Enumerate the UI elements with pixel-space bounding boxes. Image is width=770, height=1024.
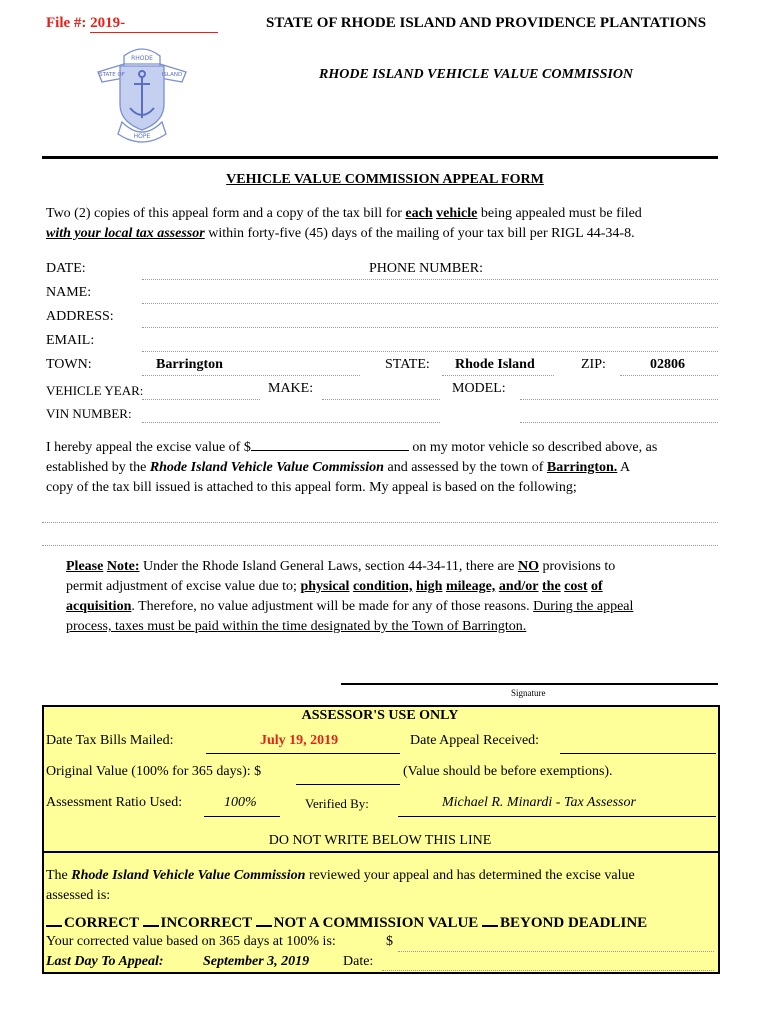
date-label: DATE: — [46, 261, 86, 276]
signature-label: Signature — [511, 688, 546, 698]
ratio-value: 100% — [224, 795, 257, 810]
corrected-dollar: $ — [386, 934, 393, 949]
seal-graphic — [92, 42, 192, 150]
town-label: TOWN: — [46, 357, 92, 372]
not-commission-value-label: NOT A COMMISSION VALUE — [273, 915, 479, 931]
vin-field-extra — [520, 402, 718, 423]
note-paragraph: Please Note: Under the Rhode Island General Laws, section 44-34-11, there are NO provisions to permit adjustment of excise value due to; physical condition, high mileage, and/or the cost of acquisition. Therefore, no value adjustment will be made for any of those reasons. During the appeal process, taxes must be paid within the time designated by the Town of Barrington. — [66, 559, 634, 634]
beyond-deadline-checkbox[interactable] — [482, 913, 498, 927]
seal-text-top: RHODE — [131, 55, 153, 62]
file-number — [46, 15, 218, 33]
last-day-value: September 3, 2019 — [203, 954, 310, 969]
state-value: Rhode Island — [455, 357, 535, 372]
original-value-note: (Value should be before exemptions). — [403, 764, 613, 779]
name-field[interactable] — [142, 283, 718, 304]
intro-vehicle: vehicle — [436, 206, 478, 221]
correct-checkbox[interactable] — [46, 913, 62, 927]
vehicle-year-label: VEHICLE YEAR: — [46, 383, 144, 398]
incorrect-checkbox[interactable] — [143, 913, 159, 927]
commission-paragraph: The Rhode Island Vehicle Value Commission reviewed your appeal and has determined the excise value assessed is: — [46, 868, 635, 903]
zip-label: ZIP: — [581, 357, 606, 372]
date-mailed-value: July 19, 2019 — [260, 733, 339, 748]
vehicle-year-field[interactable] — [142, 379, 260, 400]
original-value-label: Original Value (100% for 365 days): $ — [46, 764, 262, 779]
commission-date-label: Date: — [343, 954, 374, 969]
determination-options — [46, 913, 647, 932]
ratio-label: Assessment Ratio Used: — [46, 795, 183, 810]
model-label: MODEL: — [452, 381, 506, 396]
seal-text-right: ISLAND — [161, 72, 183, 78]
intro-assessor: with your local tax assessor — [46, 226, 205, 241]
email-label: EMAIL: — [46, 333, 95, 348]
state-seal — [92, 42, 192, 150]
intro-each: each — [405, 206, 433, 221]
file-value[interactable]: 2019- — [90, 15, 218, 33]
reason-line-2[interactable] — [42, 545, 718, 546]
beyond-deadline-label: BEYOND DEADLINE — [500, 915, 648, 931]
state-title: STATE OF RHODE ISLAND AND PROVIDENCE PLANTATIONS — [266, 15, 707, 31]
ratio-field[interactable] — [204, 816, 280, 817]
form-title: VEHICLE VALUE COMMISSION APPEAL FORM — [226, 172, 544, 187]
verified-label: Verified By: — [305, 796, 369, 811]
make-field[interactable] — [322, 379, 440, 400]
commission-title: RHODE ISLAND VEHICLE VALUE COMMISSION — [319, 67, 634, 82]
original-value-field[interactable] — [296, 784, 400, 785]
not-commission-value-checkbox[interactable] — [256, 913, 272, 927]
corrected-value-label: Your corrected value based on 365 days at 100% is: — [46, 934, 336, 949]
correct-label: CORRECT — [64, 915, 139, 931]
signature-line[interactable] — [341, 683, 718, 685]
vin-field[interactable] — [142, 402, 440, 423]
appeal-amount-field[interactable] — [251, 436, 409, 451]
last-day-label: Last Day To Appeal: — [46, 954, 164, 969]
file-label: File #: — [46, 15, 87, 31]
email-field[interactable] — [142, 331, 718, 352]
make-label: MAKE: — [268, 381, 314, 396]
name-label: NAME: — [46, 285, 92, 300]
intro-paragraph: Two (2) copies of this appeal form and a copy of the tax bill for each vehicle being appealed must be filed with your local tax assessor within forty-five (45) days of the mailing of your tax bill per RIGL 44-34-8. — [46, 206, 642, 241]
commission-date-field[interactable] — [382, 970, 714, 971]
verified-field[interactable] — [398, 816, 716, 817]
date-mailed-field[interactable] — [206, 753, 400, 754]
date-mailed-label: Date Tax Bills Mailed: — [46, 733, 174, 748]
zip-value: 02806 — [650, 357, 685, 372]
model-field[interactable] — [520, 379, 718, 400]
assessor-heading: ASSESSOR'S USE ONLY — [301, 708, 459, 723]
phone-label: PHONE NUMBER: — [369, 261, 483, 276]
appeal-paragraph: I hereby appeal the excise value of $ on my motor vehicle so described above, as established by the Rhode Island Vehicle Value Commission and assessed by the town of Barrington. A copy of the tax bill issued is attached to this appeal form. My appeal is based on the following; — [46, 436, 718, 498]
corrected-value-field[interactable] — [398, 951, 714, 952]
header-divider — [42, 156, 718, 159]
vin-label: VIN NUMBER: — [46, 406, 132, 421]
address-field[interactable] — [142, 307, 718, 328]
verified-value: Michael R. Minardi - Tax Assessor — [442, 795, 636, 810]
do-not-write-label: DO NOT WRITE BELOW THIS LINE — [268, 833, 492, 848]
state-label: STATE: — [385, 357, 430, 372]
seal-text-left: STATE OF — [99, 72, 125, 78]
incorrect-label: INCORRECT — [160, 915, 252, 931]
address-label: ADDRESS: — [46, 309, 114, 324]
town-value: Barrington — [156, 357, 223, 372]
date-received-field[interactable] — [560, 753, 716, 754]
reason-line-1[interactable] — [42, 522, 718, 523]
seal-text-bottom: HOPE — [133, 133, 151, 140]
date-received-label: Date Appeal Received: — [410, 733, 540, 748]
